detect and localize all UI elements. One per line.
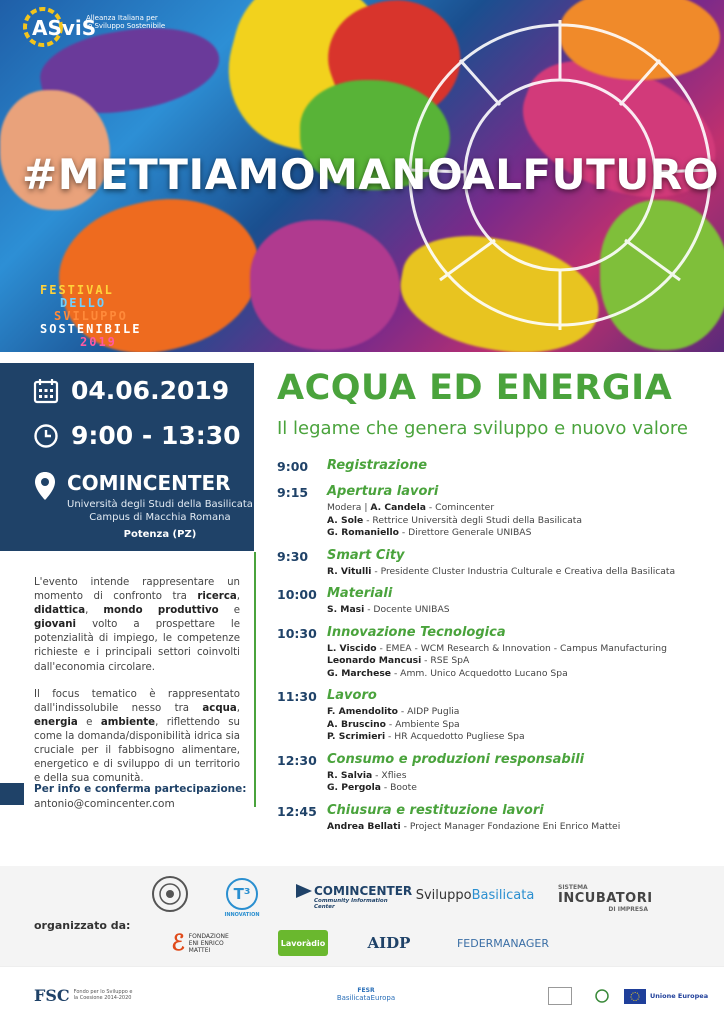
comincenter-name: COMINCENTER (314, 884, 413, 898)
calendar-icon (33, 378, 59, 404)
description-paragraph-2: Il focus tematico è rappresentato dall'indissolubile nesso tra acqua, energia e ambiente, riflettendo su come la domanda/disponibilità idrica sia cruciale per il fabbisogno alimentare, energetico e di sviluppo di un territorio e della sua comunità. (34, 688, 240, 785)
agenda-time: 10:00 (277, 587, 317, 602)
agenda-time: 9:15 (277, 485, 309, 500)
basilicata-word: Basilicata (471, 887, 535, 903)
agenda-speaker: G. Romaniello - Direttore Generale UNIBAS (327, 527, 532, 538)
comincenter-mark-icon (296, 884, 312, 898)
incubatori-logo (558, 880, 654, 916)
basilicata-europa-logo (336, 977, 396, 1011)
festival-line: 2019 (80, 335, 117, 349)
hero-banner (0, 0, 724, 352)
agenda-speaker: G. Marchese - Amm. Unico Acquedotto Lucano Spa (327, 667, 568, 679)
contact-label: Per info e conferma partecipazione: (34, 783, 247, 795)
t3-mark: T³ (226, 878, 258, 910)
festival-line: DELLO (60, 296, 107, 310)
organizers-label: organizzato da: (34, 919, 131, 932)
t3-sub: INNOVATION (224, 912, 260, 918)
agenda-speaker: R. Vitulli - Presidente Cluster Industria Culturale e Creativa della Basilicata (327, 565, 676, 577)
agenda-body (327, 625, 707, 681)
agenda-time: 11:30 (277, 689, 317, 704)
lavoradio-name: Lavoràdio (280, 938, 326, 948)
incubatori-top: SISTEMA (558, 883, 588, 891)
agenda-time: 12:45 (277, 803, 317, 819)
event-subtitle: Il legame che genera sviluppo e nuovo valore (277, 418, 688, 439)
column-divider (254, 552, 256, 807)
venue-city: Potenza (PZ) (123, 529, 197, 540)
venue-name: COMINCENTER (67, 471, 231, 495)
agenda-item (277, 752, 707, 795)
agenda-session-title: Consumo e produzioni responsabili (327, 751, 585, 767)
asvis-subtitle: Alleanza Italiana per lo Sviluppo Sostenibile (86, 14, 166, 30)
asvis-name: ASviS (32, 16, 97, 40)
venue-row (33, 471, 253, 541)
lavoradio-logo (278, 930, 328, 956)
agenda-speaker: L. Viscido - EMEA - WCM Research & Innovation - Campus Manufacturing (327, 642, 667, 654)
agenda-body (327, 484, 707, 540)
agenda-time: 10:30 (277, 625, 317, 641)
agenda-item (277, 803, 707, 834)
festival-line: SOSTENIBILE (40, 322, 142, 336)
eu-name: Unione Europea (650, 992, 709, 1000)
unibas-logo (152, 876, 188, 912)
italy-emblem-icon (595, 988, 609, 1004)
footer-logos (0, 966, 724, 1024)
agenda-speaker: Andrea Bellati - Project Manager Fondazione Eni Enrico Mattei (327, 820, 621, 832)
venue-university: Università degli Studi della Basilicata (67, 499, 253, 510)
agenda-speaker: A. Bruscino - Ambiente Spa (327, 718, 460, 730)
agenda-body (327, 803, 707, 834)
eu-logo (624, 985, 714, 1007)
agenda-session-title: Materiali (327, 586, 393, 601)
incubatori-name: INCUBATORI (558, 890, 653, 906)
unibas-seal-icon (157, 881, 183, 907)
event-info-box (0, 363, 254, 551)
agenda-session-title: Smart City (327, 547, 405, 563)
federmanager-name: FEDERMANAGER (456, 936, 550, 950)
agenda-body (327, 548, 707, 579)
organizers-section (0, 866, 724, 966)
agenda-speaker: S. Masi - Docente UNIBAS (327, 604, 450, 615)
basilicata-europa-name: BasilicataEuropa (336, 993, 396, 1002)
comincenter-sub: Community Information Center (314, 898, 388, 910)
fsc-sub: Fondo per lo Sviluppo e la Coesione 2014-2020 (73, 989, 133, 1001)
festival-line: FESTIVAL (40, 283, 114, 297)
agenda-session-title: Innovazione Tecnologica (327, 624, 506, 640)
event-title: ACQUA ED ENERGIA (277, 368, 673, 408)
agenda-item (277, 484, 707, 540)
agenda-item (277, 625, 707, 681)
agenda-body (327, 752, 707, 795)
festival-logo (40, 284, 150, 349)
agenda-speaker: F. Amendolito - AIDP Puglia (327, 706, 460, 717)
agenda-body (327, 458, 707, 476)
agenda-body (327, 688, 707, 744)
feem-name: FONDAZIONE ENI ENRICO MATTEI (188, 932, 229, 954)
agenda-session-title: Lavoro (327, 688, 377, 703)
agenda-session-title: Chiusura e restituzione lavori (327, 802, 544, 818)
agenda-session-title: Registrazione (327, 458, 428, 473)
agenda-item (277, 688, 707, 744)
agenda-body (327, 586, 707, 617)
fesr-label: FESR (357, 986, 375, 994)
comincenter-logo (296, 884, 413, 910)
event-time: 9:00 - 13:30 (71, 421, 241, 450)
asvis-logo (24, 4, 184, 50)
aidp-logo (364, 930, 414, 956)
feem-mark-icon: ℰ (171, 930, 185, 956)
time-row (33, 421, 241, 450)
agenda-time: 9:00 (277, 459, 309, 474)
contact-email-link[interactable]: antonio@comincenter.com (34, 798, 175, 810)
festival-line: SVILUPPO (54, 309, 128, 323)
event-date: 04.06.2019 (71, 376, 230, 405)
federmanager-logo (448, 934, 558, 952)
regione-basilicata-logo (548, 987, 572, 1005)
agenda-item (277, 458, 707, 476)
sviluppo-word: Sviluppo (415, 887, 472, 903)
aidp-name: AIDP (367, 934, 411, 952)
agenda-speaker: Modera | A. Candela - Comincenter (327, 502, 495, 513)
date-row (33, 376, 229, 405)
venue-campus: Campus di Macchia Romana (89, 512, 231, 523)
agenda-speaker: G. Pergola - Boote (327, 782, 417, 793)
hero-hashtag: #METTIAMOMANOALFUTURO (22, 150, 719, 199)
eu-flag-icon (624, 989, 646, 1004)
repubblica-italiana-logo (594, 987, 610, 1005)
event-description (34, 576, 240, 799)
agenda-list (277, 458, 707, 841)
agenda-speaker: A. Sole - Rettrice Università degli Studi della Basilicata (327, 514, 583, 526)
feem-logo (160, 928, 244, 958)
sviluppo-basilicata-logo (415, 884, 535, 906)
agenda-item (277, 548, 707, 579)
agenda-session-title: Apertura lavori (327, 484, 439, 499)
agenda-speaker: Leonardo Mancusi - RSE SpA (327, 655, 470, 666)
clock-icon (33, 423, 59, 449)
contact-marker (0, 783, 24, 805)
venue-block (67, 471, 253, 541)
t3-innovation-logo (222, 874, 262, 922)
fsc-name: FSC (34, 985, 70, 1005)
contact-block (34, 783, 254, 810)
agenda-time: 12:30 (277, 752, 317, 768)
agenda-speaker: P. Scrimieri - HR Acquedotto Pugliese Spa (327, 731, 525, 742)
location-pin-icon (33, 471, 57, 501)
agenda-time: 9:30 (277, 548, 309, 564)
incubatori-sub: DI IMPRESA (608, 905, 648, 913)
agenda-speaker: R. Salvia - Xflies (327, 769, 407, 781)
description-paragraph-1: L'evento intende rappresentare un momento di confronto tra ricerca, didattica, mondo produttivo e giovani volto a prospettare le potenzialità di impiego, le competenze richieste e i principali settori coinvolti dall'economia circolare. (34, 577, 240, 673)
fsc-logo (34, 981, 144, 1009)
agenda-item (277, 586, 707, 617)
